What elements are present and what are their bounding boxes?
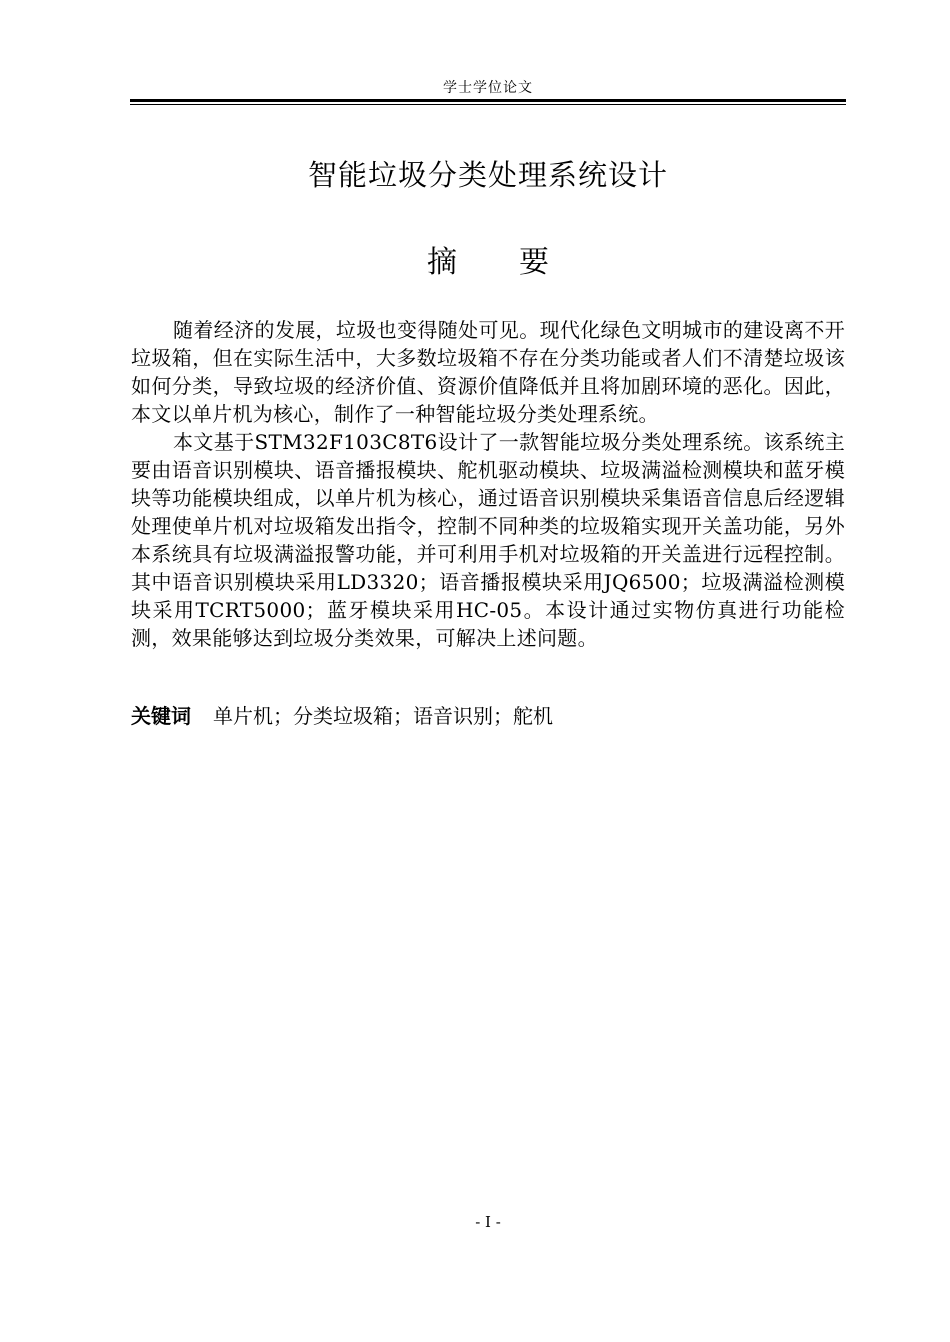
running-header: 学士学位论文 xyxy=(443,80,533,96)
abstract-paragraph-2: 本文基于STM32F103C8T6设计了一款智能垃圾分类处理系统。该系统主要由语音识别模块、语音播报模块、舵机驱动模块、垃圾满溢检测模块和蓝牙模块等功能模块组成，以单片机为核心，通过语音识别模块采集语音信息后经逻辑处理使单片机对垃圾箱发出指令，控制不同种类的垃圾箱实现开关盖功能，另外本系统具有垃圾满溢报警功能，并可利用手机对垃圾箱的开关盖进行远程控制。其中语音识别模块采用LD3320；语音播报模块采用JQ6500；垃圾满溢检测模块采用TCRT5000；蓝牙模块采用HC-05。本设计通过实物仿真进行功能检测，效果能够达到垃圾分类效果，可解决上述问题。 xyxy=(131,430,845,650)
keywords-value: 单片机；分类垃圾箱；语音识别；舵机 xyxy=(213,704,553,728)
abstract-paragraph-1: 随着经济的发展，垃圾也变得随处可见。现代化绿色文明城市的建设离不开垃圾箱，但在实际生活中，大多数垃圾箱不存在分类功能或者人们不清楚垃圾该如何分类，导致垃圾的经济价值、资源价值降低并且将加剧环境的恶化。因此，本文以单片机为核心，制作了一种智能垃圾分类处理系统。 xyxy=(131,318,845,426)
abstract-body xyxy=(131,316,845,652)
header-rule-thick xyxy=(130,99,846,102)
abstract-heading: 摘要 xyxy=(427,245,611,280)
thesis-title: 智能垃圾分类处理系统设计 xyxy=(307,158,668,192)
keywords-label: 关键词 xyxy=(131,704,191,728)
keywords-line xyxy=(131,702,845,730)
page-number: - I - xyxy=(475,1213,501,1231)
header-rule-thin xyxy=(130,104,846,105)
